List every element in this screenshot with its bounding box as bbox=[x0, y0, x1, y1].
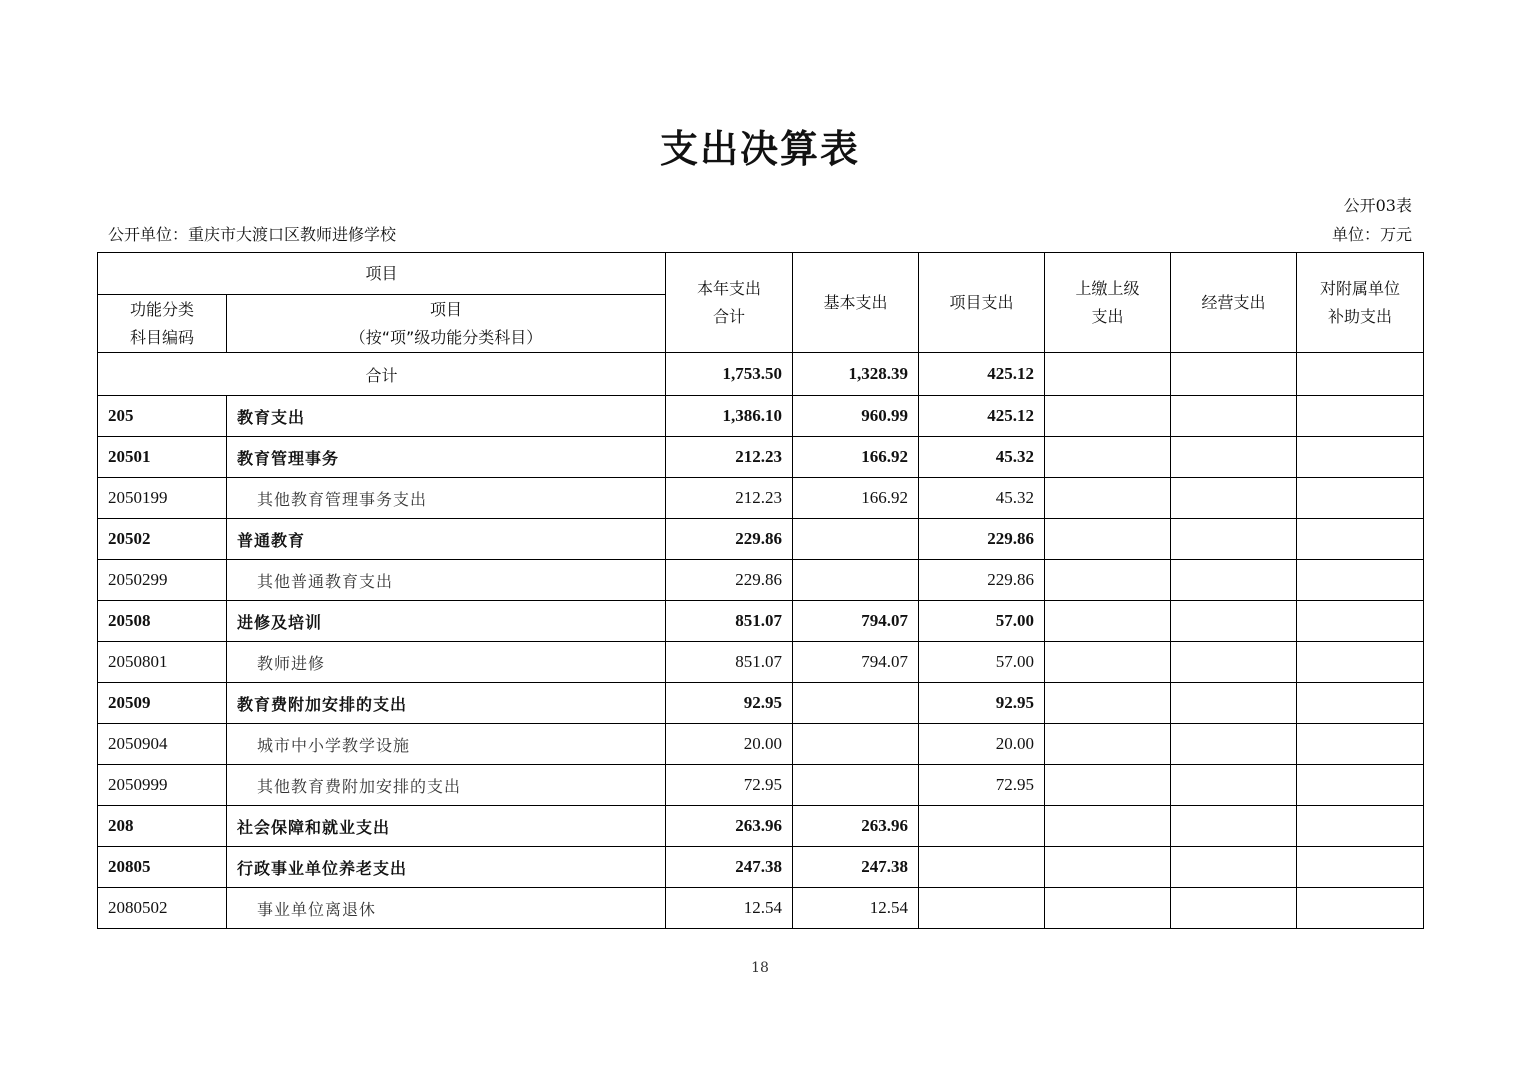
row-basic: 794.07 bbox=[793, 601, 919, 642]
row-total: 247.38 bbox=[666, 847, 793, 888]
row-upper bbox=[1045, 437, 1171, 478]
row-basic: 263.96 bbox=[793, 806, 919, 847]
table-row bbox=[98, 847, 1424, 888]
row-basic: 166.92 bbox=[793, 478, 919, 519]
row-basic bbox=[793, 765, 919, 806]
row-basic bbox=[793, 683, 919, 724]
row-subsidy bbox=[1297, 888, 1424, 929]
row-code: 20509 bbox=[98, 683, 227, 724]
row-business bbox=[1171, 560, 1297, 601]
row-total: 229.86 bbox=[666, 560, 793, 601]
row-name: 其他普通教育支出 bbox=[227, 560, 666, 601]
row-project bbox=[919, 888, 1045, 929]
row-name: 事业单位离退休 bbox=[227, 888, 666, 929]
row-name: 社会保障和就业支出 bbox=[227, 806, 666, 847]
row-business bbox=[1171, 806, 1297, 847]
row-business bbox=[1171, 642, 1297, 683]
row-code: 20508 bbox=[98, 601, 227, 642]
row-business bbox=[1171, 765, 1297, 806]
row-code: 2050801 bbox=[98, 642, 227, 683]
total-amount: 1,753.50 bbox=[666, 353, 793, 396]
row-business bbox=[1171, 683, 1297, 724]
row-project: 45.32 bbox=[919, 437, 1045, 478]
row-total: 229.86 bbox=[666, 519, 793, 560]
header-subsidy: 对附属单位 补助支出 bbox=[1297, 253, 1424, 353]
row-name: 教育管理事务 bbox=[227, 437, 666, 478]
row-basic: 166.92 bbox=[793, 437, 919, 478]
currency-unit: 单位：万元 bbox=[1331, 225, 1412, 244]
row-name: 其他教育管理事务支出 bbox=[227, 478, 666, 519]
table-row bbox=[98, 519, 1424, 560]
table-row bbox=[98, 888, 1424, 929]
total-basic: 1,328.39 bbox=[793, 353, 919, 396]
row-project: 229.86 bbox=[919, 519, 1045, 560]
row-project: 425.12 bbox=[919, 396, 1045, 437]
row-total: 263.96 bbox=[666, 806, 793, 847]
row-basic bbox=[793, 560, 919, 601]
row-upper bbox=[1045, 847, 1171, 888]
row-upper bbox=[1045, 765, 1171, 806]
row-total: 851.07 bbox=[666, 601, 793, 642]
row-subsidy bbox=[1297, 847, 1424, 888]
row-name: 进修及培训 bbox=[227, 601, 666, 642]
row-subsidy bbox=[1297, 478, 1424, 519]
row-project: 45.32 bbox=[919, 478, 1045, 519]
table-row bbox=[98, 437, 1424, 478]
row-basic: 960.99 bbox=[793, 396, 919, 437]
row-business bbox=[1171, 396, 1297, 437]
row-business bbox=[1171, 519, 1297, 560]
row-basic: 12.54 bbox=[793, 888, 919, 929]
row-basic bbox=[793, 519, 919, 560]
row-upper bbox=[1045, 642, 1171, 683]
row-code: 20805 bbox=[98, 847, 227, 888]
row-subsidy bbox=[1297, 437, 1424, 478]
row-business bbox=[1171, 888, 1297, 929]
table-row bbox=[98, 806, 1424, 847]
row-code: 2050999 bbox=[98, 765, 227, 806]
row-name: 普通教育 bbox=[227, 519, 666, 560]
row-upper bbox=[1045, 560, 1171, 601]
row-subsidy bbox=[1297, 560, 1424, 601]
table-row bbox=[98, 724, 1424, 765]
row-total: 12.54 bbox=[666, 888, 793, 929]
row-code: 20502 bbox=[98, 519, 227, 560]
row-total: 20.00 bbox=[666, 724, 793, 765]
row-code: 208 bbox=[98, 806, 227, 847]
row-subsidy bbox=[1297, 724, 1424, 765]
row-total: 72.95 bbox=[666, 765, 793, 806]
row-code: 2050299 bbox=[98, 560, 227, 601]
row-subsidy bbox=[1297, 642, 1424, 683]
row-upper bbox=[1045, 724, 1171, 765]
table-row bbox=[98, 478, 1424, 519]
row-total: 1,386.10 bbox=[666, 396, 793, 437]
row-code: 2050199 bbox=[98, 478, 227, 519]
row-name: 其他教育费附加安排的支出 bbox=[227, 765, 666, 806]
row-name: 教育支出 bbox=[227, 396, 666, 437]
row-basic: 794.07 bbox=[793, 642, 919, 683]
row-business bbox=[1171, 601, 1297, 642]
row-upper bbox=[1045, 519, 1171, 560]
row-total: 212.23 bbox=[666, 478, 793, 519]
row-subsidy bbox=[1297, 396, 1424, 437]
row-subsidy bbox=[1297, 806, 1424, 847]
row-business bbox=[1171, 437, 1297, 478]
table-row bbox=[98, 642, 1424, 683]
row-project: 72.95 bbox=[919, 765, 1045, 806]
row-total: 92.95 bbox=[666, 683, 793, 724]
table-body bbox=[98, 396, 1424, 929]
total-project: 425.12 bbox=[919, 353, 1045, 396]
row-code: 2080502 bbox=[98, 888, 227, 929]
row-code: 20501 bbox=[98, 437, 227, 478]
header-name: 项目 （按“项”级功能分类科目） bbox=[227, 295, 666, 353]
header-business: 经营支出 bbox=[1171, 253, 1297, 353]
row-upper bbox=[1045, 888, 1171, 929]
row-business bbox=[1171, 478, 1297, 519]
header-basic: 基本支出 bbox=[793, 253, 919, 353]
row-project: 20.00 bbox=[919, 724, 1045, 765]
page-number: 18 bbox=[751, 960, 769, 976]
table-row bbox=[98, 765, 1424, 806]
row-project bbox=[919, 847, 1045, 888]
row-name: 行政事业单位养老支出 bbox=[227, 847, 666, 888]
row-name: 教育费附加安排的支出 bbox=[227, 683, 666, 724]
table-row bbox=[98, 560, 1424, 601]
row-upper bbox=[1045, 683, 1171, 724]
row-project bbox=[919, 806, 1045, 847]
row-upper bbox=[1045, 396, 1171, 437]
header-code: 功能分类 科目编码 bbox=[98, 295, 227, 353]
row-basic: 247.38 bbox=[793, 847, 919, 888]
row-business bbox=[1171, 724, 1297, 765]
expenditure-table bbox=[97, 252, 1424, 929]
row-subsidy bbox=[1297, 765, 1424, 806]
header-item: 项目 bbox=[98, 253, 666, 295]
row-upper bbox=[1045, 806, 1171, 847]
page-title: 支出决算表 bbox=[659, 127, 860, 171]
table-number: 公开03表 bbox=[1343, 196, 1412, 215]
total-label: 合计 bbox=[98, 353, 666, 396]
header-total: 本年支出 合计 bbox=[666, 253, 793, 353]
row-total: 212.23 bbox=[666, 437, 793, 478]
header-project: 项目支出 bbox=[919, 253, 1045, 353]
row-subsidy bbox=[1297, 683, 1424, 724]
row-subsidy bbox=[1297, 519, 1424, 560]
row-basic bbox=[793, 724, 919, 765]
row-name: 城市中小学教学设施 bbox=[227, 724, 666, 765]
row-project: 57.00 bbox=[919, 601, 1045, 642]
table-row bbox=[98, 601, 1424, 642]
reporting-unit: 公开单位：重庆市大渡口区教师进修学校 bbox=[108, 225, 397, 244]
header-upper: 上缴上级 支出 bbox=[1045, 253, 1171, 353]
row-upper bbox=[1045, 478, 1171, 519]
row-total: 851.07 bbox=[666, 642, 793, 683]
row-subsidy bbox=[1297, 601, 1424, 642]
table-row bbox=[98, 396, 1424, 437]
row-project: 57.00 bbox=[919, 642, 1045, 683]
row-code: 2050904 bbox=[98, 724, 227, 765]
row-project: 92.95 bbox=[919, 683, 1045, 724]
table-row bbox=[98, 683, 1424, 724]
row-project: 229.86 bbox=[919, 560, 1045, 601]
row-upper bbox=[1045, 601, 1171, 642]
row-business bbox=[1171, 847, 1297, 888]
row-name: 教师进修 bbox=[227, 642, 666, 683]
row-code: 205 bbox=[98, 396, 227, 437]
